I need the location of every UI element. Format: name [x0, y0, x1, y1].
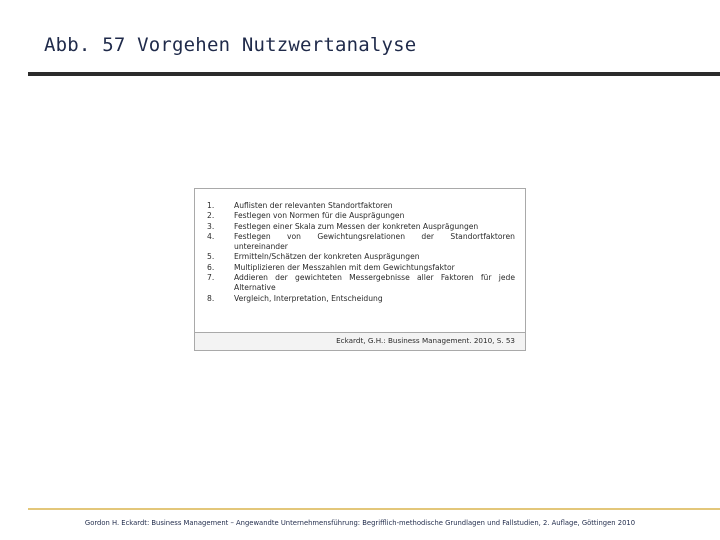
step-number: 5.	[207, 252, 215, 262]
slide-title: Abb. 57 Vorgehen Nutzwertanalyse	[44, 34, 417, 56]
step-item	[195, 273, 525, 294]
step-number: 1.	[207, 201, 215, 210]
step-number: 2.	[207, 211, 215, 221]
step-text: Vergleich, Interpretation, Entscheidung	[234, 293, 383, 303]
footer-citation: Gordon H. Eckardt: Business Management – Angewandte Unternehmensführung: Begrifflich-methodische Grundlagen und Fallstudien, 2. Auflage, Göttingen 2010	[84, 519, 636, 527]
step-item	[195, 232, 525, 253]
step-number: 4.	[207, 231, 215, 241]
source-bar	[195, 332, 525, 350]
step-item	[195, 201, 525, 211]
step-item	[195, 222, 525, 232]
step-number: 8.	[207, 293, 215, 303]
step-text: Ermitteln/Schätzen der konkreten Ausprägungen	[234, 252, 420, 262]
source-citation: Eckardt, G.H.: Business Management. 2010, S. 53	[336, 336, 515, 345]
step-number: 3.	[207, 221, 215, 231]
title-divider	[28, 72, 720, 76]
step-item	[195, 211, 525, 221]
step-number: 7.	[207, 273, 215, 283]
step-text: Festlegen von Gewichtungsrelationen der Standortfaktoren untereinander	[234, 231, 515, 252]
step-item	[195, 294, 525, 304]
figure-box	[194, 188, 526, 351]
steps-list	[195, 201, 525, 304]
footer-divider	[28, 508, 720, 510]
step-item	[195, 263, 525, 273]
step-text: Festlegen einer Skala zum Messen der konkreten Ausprägungen	[234, 221, 479, 231]
step-text: Festlegen von Normen für die Ausprägungen	[234, 211, 405, 221]
step-number: 6.	[207, 262, 215, 272]
step-item	[195, 252, 525, 262]
step-text: Addieren der gewichteten Messergebnisse aller Faktoren für jede Alternative	[234, 273, 515, 293]
step-text: Auflisten der relevanten Standortfaktoren	[234, 201, 393, 210]
step-text: Multiplizieren der Messzahlen mit dem Gewichtungsfaktor	[234, 262, 455, 272]
